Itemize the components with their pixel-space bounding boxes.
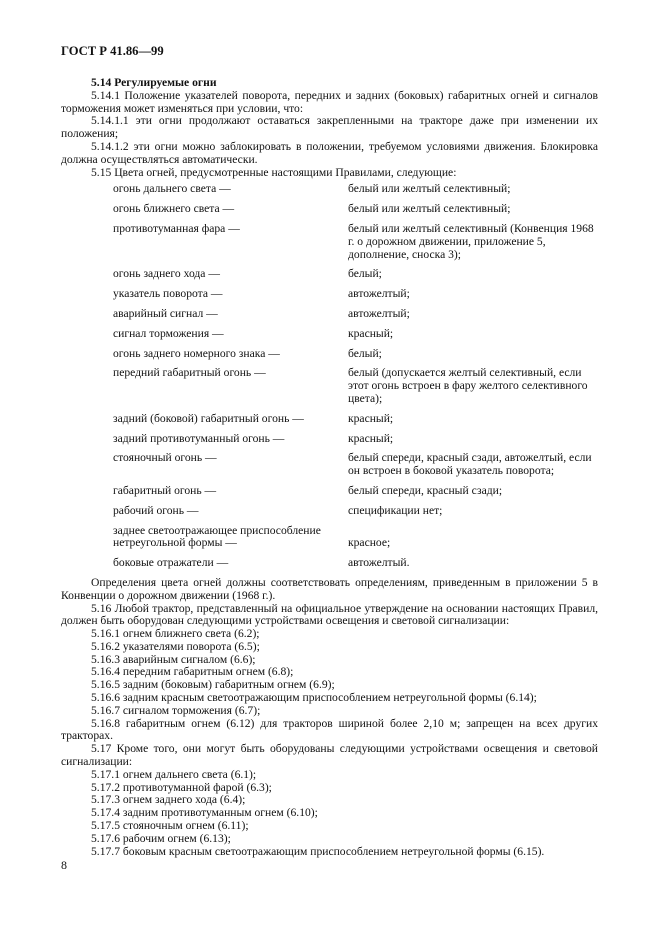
list-item: 5.17.1 огнем дальнего света (6.1); [91,767,257,781]
light-name: противотуманная фара — [113,221,240,235]
paragraph-5-14-1-1: 5.14.1.1 эти огни продолжают оставаться закрепленными на тракторе даже при изменении их положения; [61,114,598,141]
light-name: огонь заднего номерного знака — [113,346,280,360]
table-row [113,348,598,361]
table-row [113,183,598,196]
list-item: 5.16.3 аварийным сигналом (6.6); [91,652,256,666]
list-item: 5.17.3 огнем заднего хода (6.4); [91,793,246,807]
light-name: заднее светоотражающее приспособление нетреугольной формы — [113,523,321,550]
light-color: красное; [348,536,391,550]
paragraph-5-14-1-2: 5.14.1.2 эти огни можно заблокировать в положении, требуемом условиями движения. Блокировка должна осуществляться автоматически. [61,139,598,166]
light-name: указатель поворота — [113,287,223,301]
table-row [113,223,598,261]
light-color: спецификации нет; [348,503,443,517]
light-name: огонь заднего хода — [113,267,220,281]
section-title: 5.14 Регулируемые огни [91,76,217,89]
list-5-16 [61,628,598,743]
list-item: 5.16.7 сигналом торможения (6.7); [91,703,261,717]
table-row [113,452,598,478]
list-item: 5.16.5 задним (боковым) габаритным огнем (6.9); [91,678,335,692]
light-color: красный; [348,326,394,340]
light-name: габаритный огонь — [113,483,217,497]
list-item: 5.17.2 противотуманной фарой (6.3); [91,780,272,794]
light-color: белый спереди, красный сзади, автожелтый, если он встроен в боковой указатель поворота; [348,451,592,478]
light-name: рабочий огонь — [113,503,199,517]
light-color: белый (допускается желтый селективный, если этот огонь встроен в фару желтого селективного цвета); [348,366,588,405]
table-row [113,505,598,518]
table-row [113,203,598,216]
paragraph-5-16: 5.16 Любой трактор, представленный на официальное утверждение на основании настоящих Правил, должен быть оборудован следующими устройствами освещения и световой сигнализации: [61,601,598,628]
list-item: 5.16.6 задним красным светоотражающим приспособлением нетреугольной формы (6.14); [91,691,537,705]
list-item: 5.16.1 огнем ближнего света (6.2); [91,627,260,641]
list-item: 5.17.7 боковым красным светоотражающим приспособлением нетреугольной формы (6.15). [91,844,545,858]
paragraph-5-17: 5.17 Кроме того, они могут быть оборудованы следующими устройствами освещения и световой сигнализации: [61,742,598,769]
table-row [113,308,598,321]
light-color: автожелтый. [348,556,410,570]
list-item: 5.17.5 стояночным огнем (6.11); [91,819,249,833]
light-color: белый спереди, красный сзади; [348,483,503,497]
light-name: стояночный огонь — [113,451,217,465]
light-name: боковые отражатели — [113,556,229,570]
light-color: автожелтый; [348,306,410,320]
light-name: задний (боковой) габаритный огонь — [113,411,304,425]
table-row [113,268,598,281]
table-row [113,413,598,426]
light-color: белый или желтый селективный; [348,202,511,216]
light-name: огонь ближнего света — [113,202,235,216]
light-color: белый; [348,267,382,281]
light-color: автожелтый; [348,287,410,301]
document-body [61,77,598,858]
light-name: огонь дальнего света — [113,182,231,196]
light-name: сигнал торможения — [113,326,224,340]
table-row [113,557,598,570]
paragraph-5-14-1: 5.14.1 Положение указателей поворота, передних и задних (боковых) габаритных огней и сигналов торможения может изменяться при условии, что: [61,88,598,115]
document-header: ГОСТ Р 41.86—99 [61,44,164,58]
light-color: белый или желтый селективный (Конвенция 1968 г. о дорожном движении, приложение 5, дополнение, сноска 3); [348,221,594,261]
light-color: белый или желтый селективный; [348,182,511,196]
table-row [113,485,598,498]
list-item: 5.17.6 рабочим огнем (6.13); [91,831,231,845]
page-number: 8 [61,858,67,872]
light-color: красный; [348,411,394,425]
table-row [113,328,598,341]
light-colors-table [113,183,598,570]
light-color: белый; [348,346,382,360]
list-item: 5.16.4 передним габаритным огнем (6.8); [91,665,294,679]
light-name: передний габаритный огонь — [113,366,266,380]
list-item: 5.16.2 указателями поворота (6.5); [91,639,260,653]
list-5-17 [61,769,598,859]
light-name: задний противотуманный огонь — [113,431,285,445]
paragraph-5-15: 5.15 Цвета огней, предусмотренные настоящими Правилами, следующие: [91,165,457,179]
table-row [113,525,598,551]
paragraph-definitions: Определения цвета огней должны соответствовать определениям, приведенным в приложении 5 в Конвенции о дорожном движении (1968 г.). [61,575,598,602]
light-color: красный; [348,431,394,445]
list-item: 5.17.4 задним противотуманным огнем (6.10); [91,806,318,820]
table-row [113,433,598,446]
light-name: аварийный сигнал — [113,306,218,320]
table-row [113,288,598,301]
table-row [113,367,598,405]
list-item: 5.16.8 габаритным огнем (6.12) для тракторов шириной более 2,10 м; запрещен на всех других тракторах. [61,716,598,743]
